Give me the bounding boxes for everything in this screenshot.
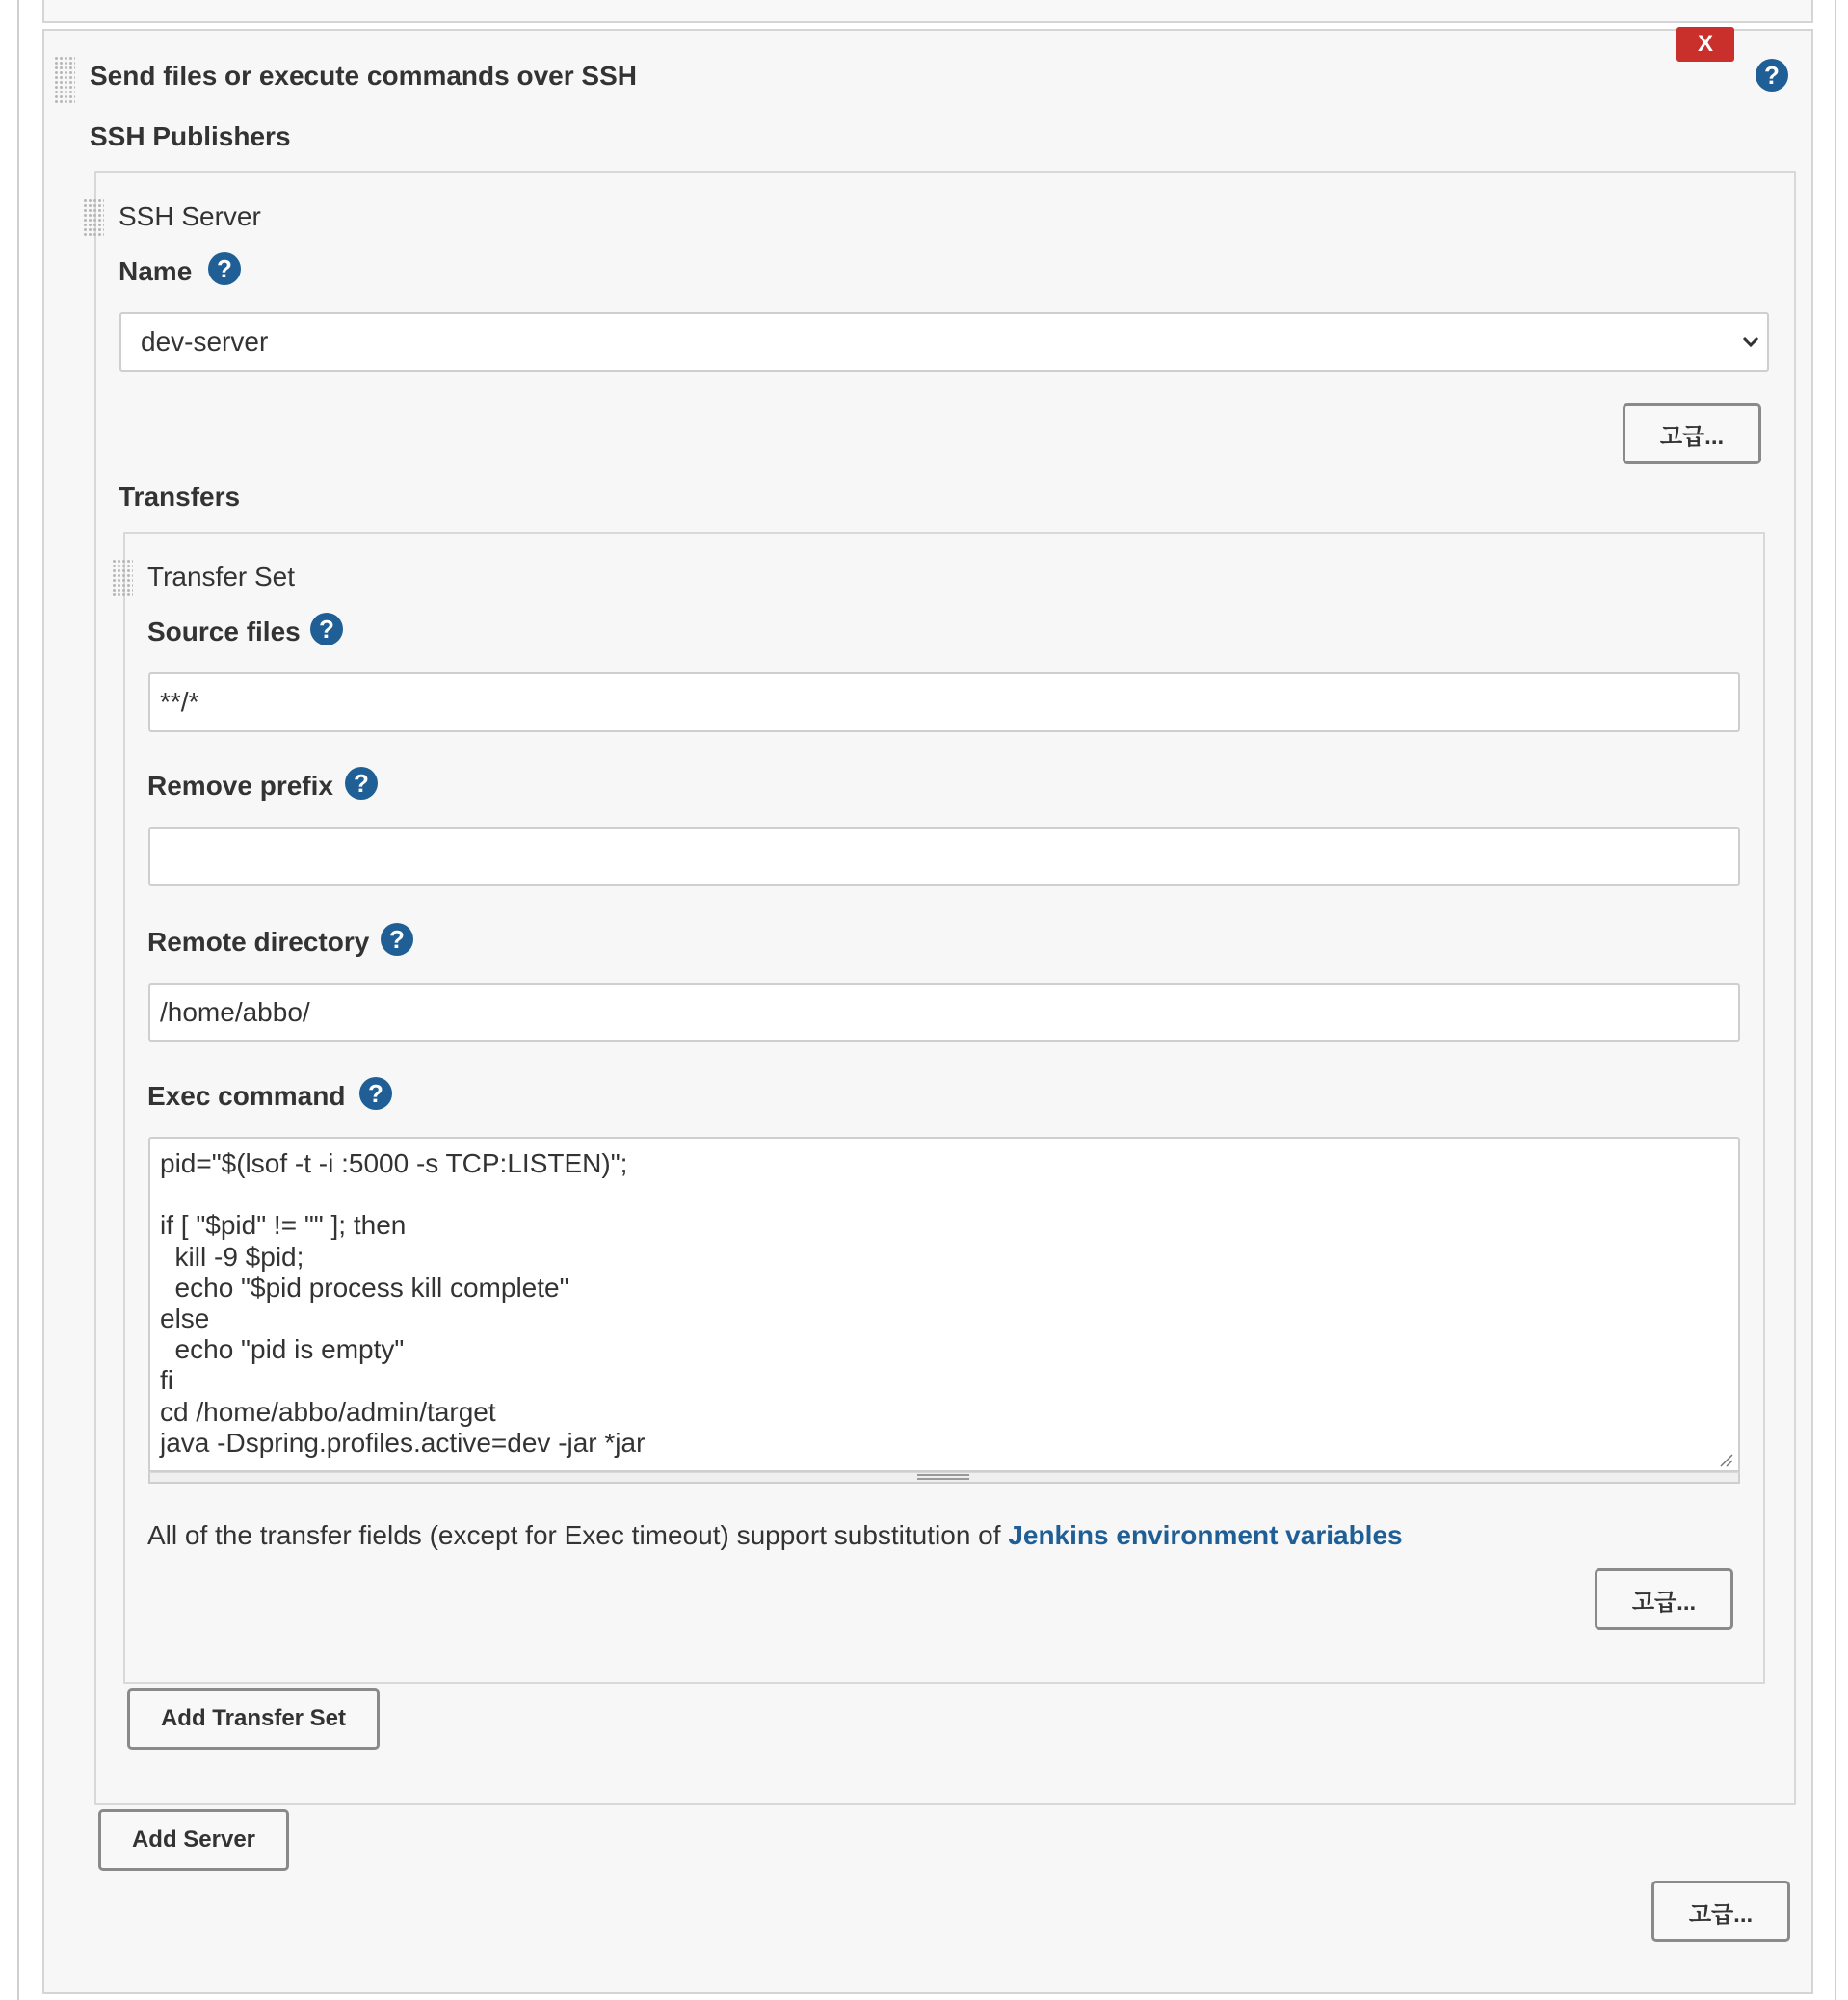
ssh-publishers-label: SSH Publishers [90, 121, 291, 151]
exec-command-label: Exec command [147, 1081, 346, 1111]
ssh-server-heading: SSH Server [119, 201, 261, 231]
env-note-text: All of the transfer fields (except for Exec timeout) support substitution of [147, 1520, 1009, 1550]
exec-command-line: cd /home/abbo/admin/target [160, 1396, 496, 1427]
server-name-value: dev-server [141, 327, 269, 356]
previous-section [42, 0, 1813, 23]
jenkins-env-vars-link[interactable]: Jenkins environment variables [1008, 1520, 1403, 1550]
exec-command-line: java -Dspring.profiles.active=dev -jar *jar [160, 1427, 646, 1458]
help-icon[interactable]: ? [381, 923, 413, 956]
delete-section-button[interactable]: X [1676, 27, 1734, 62]
drag-handle-icon[interactable] [112, 559, 133, 597]
transfer-set-heading: Transfer Set [147, 562, 296, 592]
drag-handle-icon[interactable] [54, 56, 75, 104]
exec-command-line: pid="$(lsof -t -i :5000 -s TCP:LISTEN)"; [160, 1148, 628, 1178]
help-icon[interactable]: ? [345, 767, 378, 800]
section-title: Send files or execute commands over SSH [90, 61, 637, 91]
grip-icon [917, 1474, 969, 1480]
add-server-button[interactable]: Add Server [98, 1809, 289, 1871]
remote-directory-input[interactable] [148, 983, 1740, 1042]
env-variables-note [147, 1520, 1403, 1551]
source-files-input[interactable] [148, 672, 1740, 732]
server-name-select[interactable] [119, 312, 1769, 372]
exec-command-line: else [160, 1303, 210, 1333]
transfer-advanced-button[interactable]: 고급... [1595, 1568, 1733, 1630]
chevron-down-icon [1740, 331, 1761, 353]
source-files-label: Source files [147, 617, 301, 646]
help-icon[interactable]: ? [310, 613, 343, 645]
transfers-heading: Transfers [119, 482, 241, 512]
exec-command-line: echo "$pid process kill complete" [160, 1272, 569, 1303]
remote-directory-label: Remote directory [147, 927, 370, 957]
name-label: Name [119, 256, 193, 286]
exec-command-line: fi [160, 1365, 173, 1396]
remove-prefix-label: Remove prefix [147, 771, 333, 801]
remove-prefix-input[interactable] [148, 827, 1740, 886]
section-advanced-button[interactable]: 고급... [1651, 1881, 1790, 1942]
help-icon[interactable]: ? [359, 1077, 392, 1110]
exec-command-line: echo "pid is empty" [160, 1334, 405, 1365]
remote-directory-value: /home/abbo/ [160, 997, 310, 1027]
drag-handle-icon[interactable] [83, 198, 104, 237]
exec-command-textarea[interactable] [148, 1137, 1740, 1472]
server-advanced-button[interactable]: 고급... [1623, 403, 1761, 464]
resize-corner-icon[interactable] [1719, 1453, 1734, 1468]
exec-command-line: if [ "$pid" != "" ]; then [160, 1210, 407, 1241]
add-transfer-set-button[interactable]: Add Transfer Set [127, 1688, 380, 1750]
help-icon[interactable]: ? [208, 252, 241, 285]
exec-command-line: kill -9 $pid; [160, 1241, 304, 1272]
source-files-value: **/* [160, 687, 199, 717]
exec-command-line [160, 1179, 1729, 1210]
help-icon[interactable]: ? [1756, 59, 1788, 92]
